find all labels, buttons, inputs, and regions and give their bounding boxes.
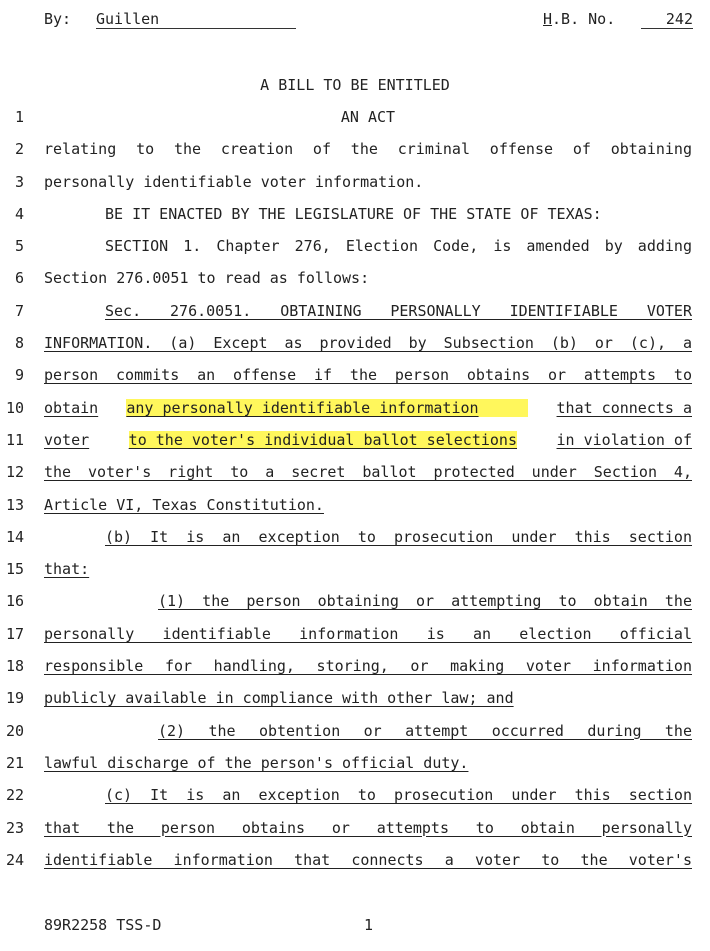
line-text: Article VI, Texas Constitution.	[44, 495, 324, 514]
line-wrap	[105, 786, 692, 804]
bill-text	[0, 108, 710, 883]
text-line	[0, 463, 710, 495]
subsection-c: (c) It is an exception to prosecution under this section	[105, 786, 692, 805]
document-code: 89R2258 TSS-D	[44, 916, 162, 934]
line-number: 1	[14, 108, 24, 126]
line-text: the voter's right to a secret ballot protected under Section 4,	[44, 463, 692, 482]
line-number: 13	[5, 495, 24, 514]
line-text: Section 276.0051 to read as follows:	[44, 269, 370, 288]
text-line	[0, 786, 710, 818]
highlighted-text: to the voter's individual ballot selections	[128, 430, 517, 449]
line-number: 2	[14, 140, 24, 159]
line-number: 23	[5, 818, 24, 837]
bill-header	[0, 10, 710, 32]
text-line	[0, 592, 710, 624]
line-text: personally identifiable information is an election official	[44, 624, 692, 643]
text-line	[0, 173, 710, 205]
line-segment: in violation of	[556, 430, 692, 449]
line-text: person commits an offense if the person obtains or attempts to	[44, 366, 692, 385]
line-text: SECTION 1. Chapter 276, Election Code, is amended by adding	[105, 237, 692, 256]
subdivision-1: (1) the person obtaining or attempting to obtain the	[158, 592, 692, 611]
bill-prefix-h: H	[543, 10, 553, 28]
line-number: 12	[5, 463, 24, 482]
line-number: 17	[5, 624, 24, 643]
text-line	[0, 689, 710, 721]
by-label: By:	[44, 10, 72, 28]
text-line	[0, 754, 710, 786]
bill-prefix	[543, 10, 615, 28]
line-wrap	[158, 592, 692, 610]
text-line	[0, 819, 710, 851]
act-heading: AN ACT	[340, 108, 396, 126]
text-line	[0, 722, 710, 754]
line-number: 14	[5, 527, 24, 546]
line-number: 8	[14, 334, 24, 353]
line-wrap	[105, 528, 692, 546]
line-text: personally identifiable voter information.	[44, 172, 424, 191]
line-number: 15	[5, 560, 24, 579]
line-wrap	[44, 431, 692, 449]
text-line	[0, 851, 710, 883]
line-wrap	[158, 722, 692, 740]
line-number: 16	[5, 592, 24, 611]
line-number: 4	[14, 204, 24, 223]
line-text: that the person obtains or attempts to obtain personally	[44, 818, 692, 837]
highlighted-text: any personally identifiable information	[126, 399, 528, 417]
line-number: 3	[14, 172, 24, 191]
line-number: 20	[5, 721, 24, 740]
section-heading: Sec. 276.0051. OBTAINING PERSONALLY IDENTIFIABLE VOTER	[105, 301, 692, 320]
text-line	[0, 625, 710, 657]
page-number: 1	[364, 916, 374, 934]
text-line	[0, 399, 710, 431]
text-line	[0, 496, 710, 528]
subdivision-2: (2) the obtention or attempt occurred during the	[158, 721, 692, 740]
author-name: Guillen	[96, 10, 296, 29]
text-line	[0, 657, 710, 689]
line-text: identifiable information that connects a voter to the voter's	[44, 850, 692, 869]
line-text: relating to the creation of the criminal offense of obtaining	[44, 140, 692, 159]
page-footer	[44, 916, 444, 936]
text-line	[0, 140, 710, 172]
line-number: 21	[5, 753, 24, 772]
enacting-clause: BE IT ENACTED BY THE LEGISLATURE OF THE STATE OF TEXAS:	[105, 204, 602, 223]
line-segment: obtain	[44, 398, 99, 417]
text-line	[0, 560, 710, 592]
bill-prefix-rest: .B. No.	[552, 10, 616, 28]
text-line	[0, 269, 710, 301]
text-line	[0, 334, 710, 366]
text-line	[0, 366, 710, 398]
line-number: 24	[5, 850, 24, 869]
text-line	[0, 237, 710, 269]
line-number: 9	[14, 366, 24, 385]
line-number: 18	[5, 657, 24, 676]
line-number: 5	[14, 237, 24, 256]
text-line	[0, 302, 710, 334]
line-text: lawful discharge of the person's official duty.	[44, 753, 469, 772]
line-segment: that connects a	[556, 398, 692, 417]
text-line	[0, 528, 710, 560]
line-wrap	[44, 399, 692, 417]
line-text: responsible for handling, storing, or making voter information	[44, 657, 692, 676]
line-number: 10	[5, 398, 24, 417]
line-number: 11	[5, 430, 24, 449]
line-wrap	[105, 302, 692, 320]
line-text: that:	[44, 560, 90, 579]
line-number: 19	[5, 689, 24, 708]
line-number: 6	[14, 269, 24, 288]
line-text: publicly available in compliance with other law; and	[44, 689, 514, 708]
text-line	[0, 431, 710, 463]
line-text: INFORMATION. (a) Except as provided by Subsection (b) or (c), a	[44, 334, 692, 353]
bill-number: 242	[641, 10, 693, 29]
line-number: 7	[14, 301, 24, 320]
text-line	[0, 108, 710, 140]
text-line	[0, 205, 710, 237]
bill-title: A BILL TO BE ENTITLED	[260, 76, 450, 94]
line-number: 22	[5, 786, 24, 805]
line-segment: voter	[44, 430, 90, 449]
subsection-b: (b) It is an exception to prosecution under this section	[105, 527, 692, 546]
